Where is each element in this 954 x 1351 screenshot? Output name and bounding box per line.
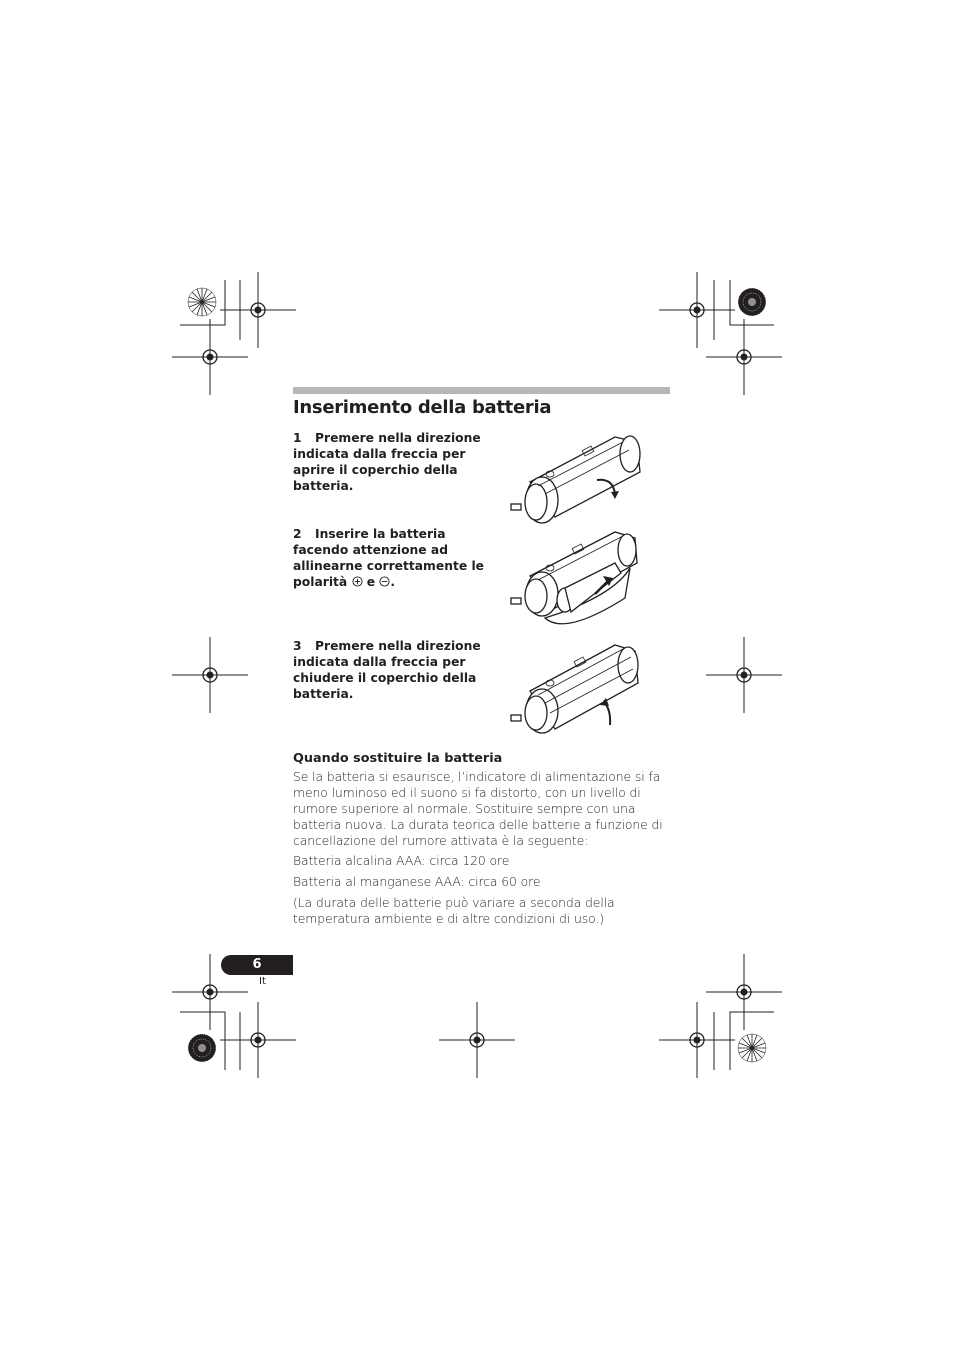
language-code: It <box>259 976 266 987</box>
step-text: Premere nella direzione indicata dalla freccia per aprire il coperchio della batteria. <box>293 431 481 493</box>
manganese-duration: Batteria al manganese AAA: circa 60 ore <box>293 874 541 889</box>
step-number: 2 <box>293 527 302 541</box>
step-conjunction: e <box>366 575 376 589</box>
bottom-left-star <box>188 1034 216 1062</box>
step-2 <box>293 526 485 590</box>
step-number: 3 <box>293 639 302 653</box>
step-text: Inserire la batteria facendo attenzione ad allinearne correttamente le polarità <box>293 527 484 589</box>
illustration-open-cover <box>505 432 655 527</box>
battery-description: Se la batteria si esaurisce, l’indicatore di alimentazione si fa meno luminoso ed il suono si fa distorto, con un livello di rumore superiore al normale. Sostituire sempre con una batteria nuova. La durata teorica delle batterie a funzione di cancellazione del rumore attivata è la seguente: <box>293 769 663 848</box>
plus-polarity-icon <box>352 576 363 587</box>
step-1 <box>293 430 485 494</box>
battery-replace-heading: Quando sostituire la batteria <box>293 751 503 766</box>
step-text-end: . <box>390 575 396 589</box>
duration-note: (La durata delle batterie può variare a seconda della temperatura ambiente e di altre condizioni di uso.) <box>293 895 615 926</box>
step-3 <box>293 638 485 702</box>
section-title: Inserimento della batteria <box>293 397 552 418</box>
step-number: 1 <box>293 431 302 445</box>
top-right-star <box>738 288 766 316</box>
illustration-close-cover <box>505 641 655 741</box>
illustration-insert-battery <box>505 528 655 640</box>
alkaline-duration: Batteria alcalina AAA: circa 120 ore <box>293 853 510 868</box>
bottom-right-star <box>738 1034 766 1062</box>
step-text: Premere nella direzione indicata dalla freccia per chiudere il coperchio della batteria. <box>293 639 481 701</box>
top-left-star <box>188 288 216 316</box>
section-rule <box>293 387 670 394</box>
minus-polarity-icon <box>379 576 390 587</box>
page-number: 6 <box>221 955 293 975</box>
